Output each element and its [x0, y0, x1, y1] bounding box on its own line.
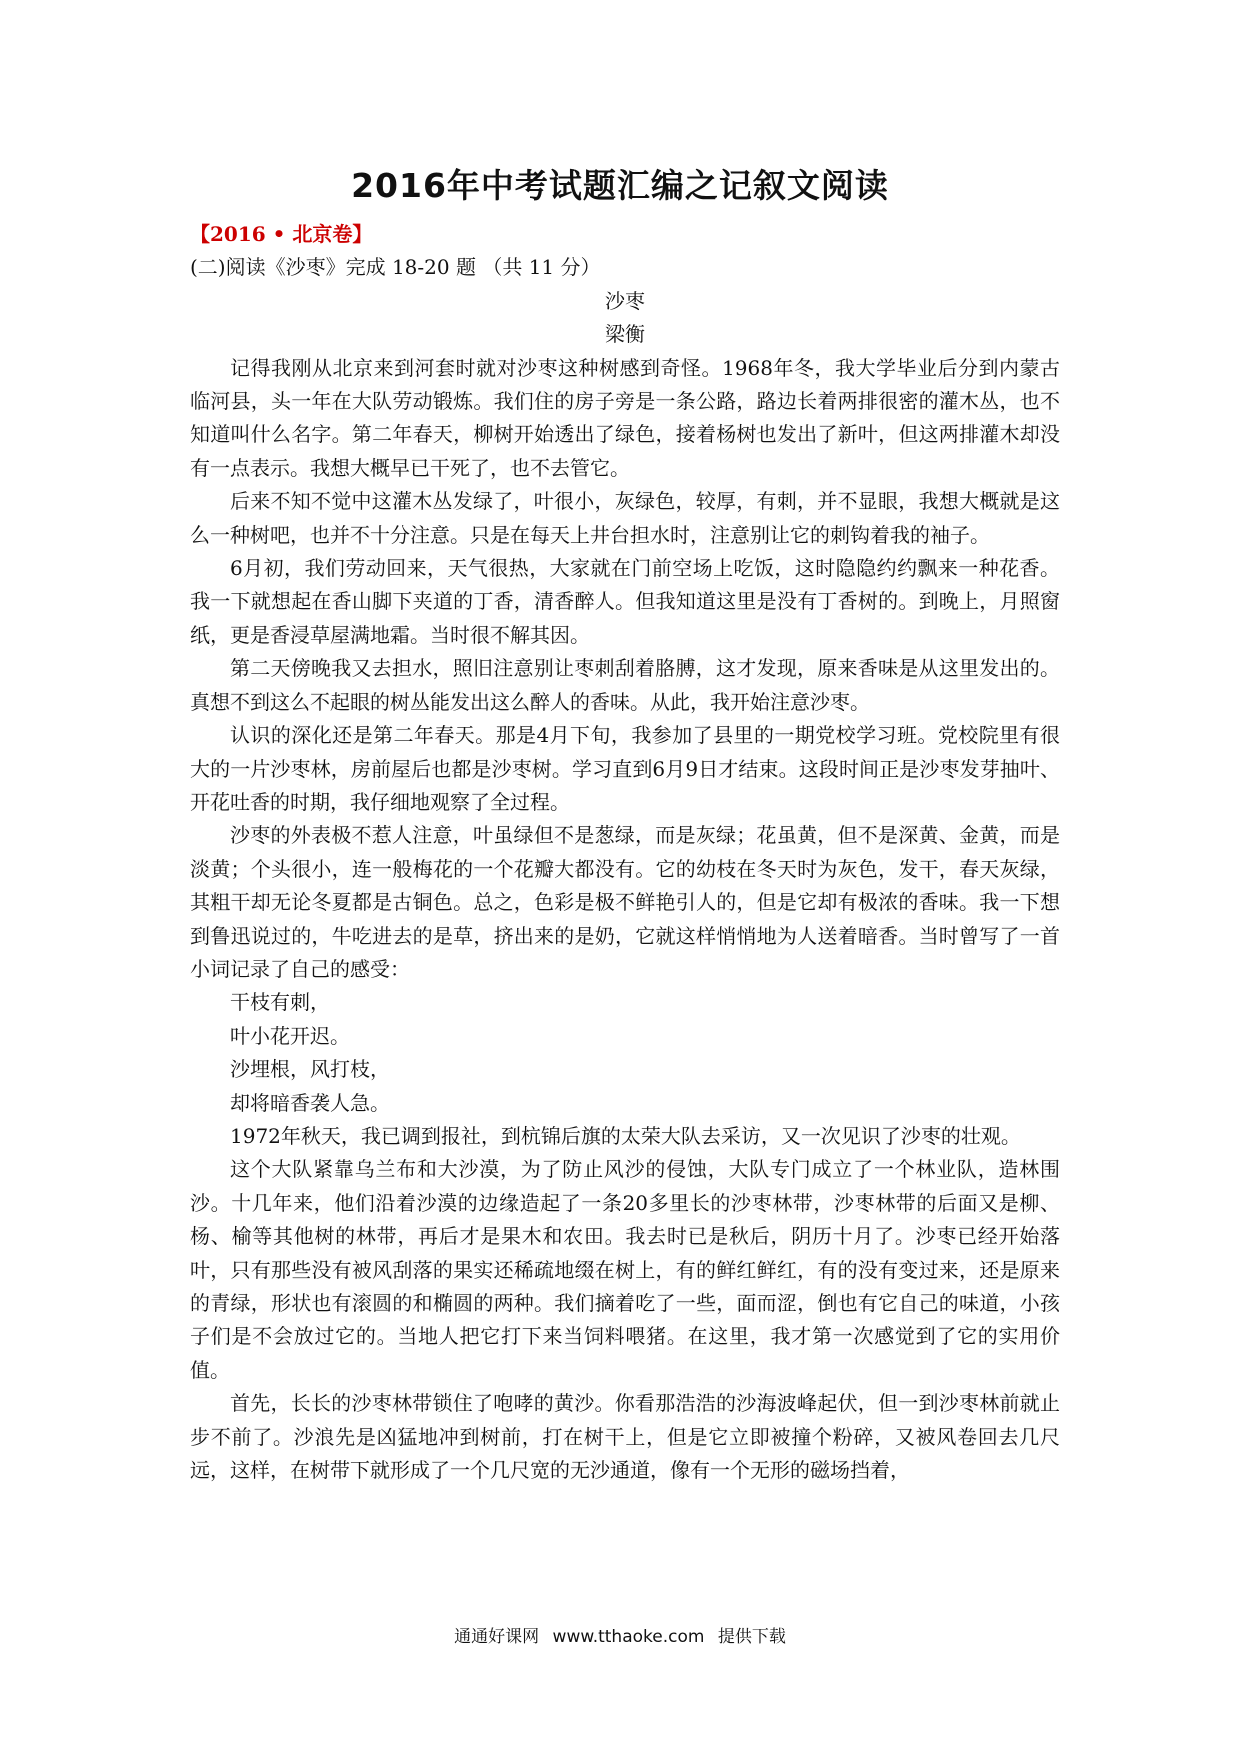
poem-line: 沙埋根，风打枝，	[230, 1057, 390, 1082]
poem-line: 叶小花开迟。	[230, 1023, 350, 1048]
paragraph: 沙枣的外表极不惹人注意，叶虽绿但不是葱绿，而是灰绿；花虽黄，但不是深黄、金黄，而是淡黄；个头很小，连一般梅花的一个花瓣大都没有。它的幼枝在冬天时为灰色，发干，春天灰绿，其粗干却无论冬夏都是古铜色。总之，色彩是极不鲜艳引人的，但是它却有极浓的香味。我一下想到鲁迅说过的，牛吃进去的是草，挤出来的是奶，它就这样悄悄地为人送着暗香。当时曾写了一首小词记录了自己的感受：	[190, 823, 1060, 981]
paragraph: 这个大队紧靠乌兰布和大沙漠，为了防止风沙的侵蚀，大队专门成立了一个林业队，造林围沙。十几年来，他们沿着沙漠的边缘造起了一条20多里长的沙枣林带，沙枣林带的后面又是柳、杨、榆等其他树的林带，再后才是果木和农田。我去时已是秋后，阴历十月了。沙枣已经开始落叶，只有那些没有被风刮落的果实还稀疏地缀在树上，有的鲜红鲜红，有的没有变过来，还是原来的青绿，形状也有滚圆的和椭圆的两种。我们摘着吃了一些，面而涩，倒也有它自己的味道，小孩子们是不会放过它的。当地人把它打下来当饲料喂猪。在这里，我才第一次感觉到了它的实用价值。	[190, 1157, 1060, 1382]
paragraph: 6月初，我们劳动回来，天气很热，大家就在门前空场上吃饭，这时隐隐约约飘来一种花香。我一下就想起在香山脚下夹道的丁香，清香醉人。但我知道这里是没有丁香树的。到晚上，月照窗纸，更是香浸草屋满地霜。当时很不解其因。	[190, 556, 1060, 647]
article-title: 沙枣	[605, 288, 645, 313]
poem-line: 干枝有刺，	[230, 990, 330, 1015]
paragraph: 认识的深化还是第二年春天。那是4月下旬，我参加了县里的一期党校学习班。党校院里有很大的一片沙枣林，房前屋后也都是沙枣树。学习直到6月9日才结束。这段时间正是沙枣发芽抽叶、开花吐香的时期，我仔细地观察了全过程。	[190, 723, 1060, 814]
page-footer	[0, 1622, 1240, 1647]
poem-line: 却将暗香袭人急。	[230, 1090, 390, 1115]
paragraph: 首先，长长的沙枣林带锁住了咆哮的黄沙。你看那浩浩的沙海波峰起伏，但一到沙枣林前就止步不前了。沙浪先是凶猛地冲到树前，打在树干上，但是它立即被撞个粉碎，又被风卷回去几尺远，这样，在树带下就形成了一个几尺宽的无沙通道，像有一个无形的磁场挡着，	[190, 1391, 1060, 1483]
footer-site-name: 通通好课网	[454, 1627, 540, 1647]
footer-url[interactable]: www.tthaoke.com	[552, 1627, 705, 1647]
paragraph: 1972年秋天，我已调到报社，到杭锦后旗的太荣大队去采访，又一次见识了沙枣的壮观。	[230, 1123, 1021, 1148]
document-body	[190, 218, 1060, 1487]
article-author: 梁衡	[605, 322, 645, 347]
footer-note: 提供下载	[717, 1627, 786, 1647]
paragraph: 第二天傍晚我又去担水，照旧注意别让枣刺刮着胳膊，这才发现，原来香味是从这里发出的。真想不到这么不起眼的树丛能发出这么醉人的香味。从此，我开始注意沙枣。	[190, 656, 1060, 714]
page-title: 2016年中考试题汇编之记叙文阅读	[351, 166, 889, 205]
question-intro: (二)阅读《沙枣》完成 18-20 题 （共 11 分）	[190, 255, 601, 280]
paragraph: 后来不知不觉中这灌木丛发绿了，叶很小，灰绿色，较厚，有刺，并不显眼，我想大概就是这么一种树吧，也并不十分注意。只是在每天上井台担水时，注意别让它的刺钩着我的袖子。	[190, 489, 1060, 547]
source-label: 【2016 • 北京卷】	[190, 222, 373, 246]
paragraph: 记得我刚从北京来到河套时就对沙枣这种树感到奇怪。1968年冬，我大学毕业后分到内蒙古临河县，头一年在大队劳动锻炼。我们住的房子旁是一条公路，路边长着两排很密的灌木丛，也不知道叫什么名字。第二年春天，柳树开始透出了绿色，接着杨树也发出了新叶，但这两排灌木却没有一点表示。我想大概早已干死了，也不去管它。	[190, 355, 1060, 480]
